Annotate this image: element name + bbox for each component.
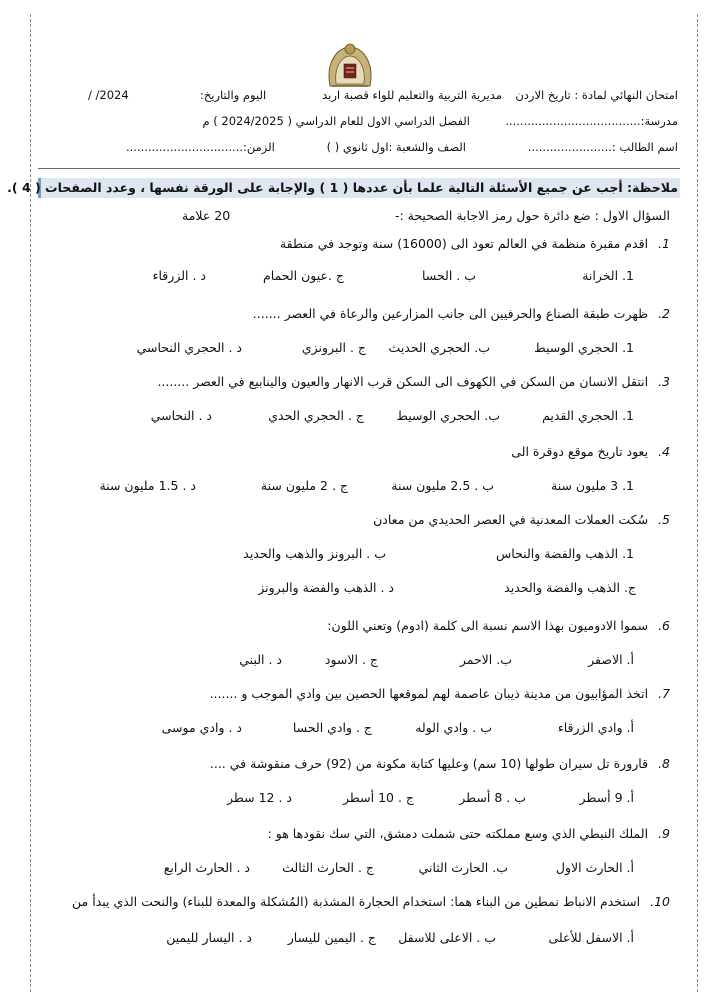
question-number: 9. [658,826,670,841]
option-a[interactable]: أ. الاصفر [588,652,634,667]
question-3 [157,374,670,389]
option-d[interactable]: د . الذهب والفضة والبرونز [258,580,394,595]
question-text: الملك النبطي الذي وسع مملكته حتى شملت دمشق، التي سك نقودها هو : [267,826,649,841]
option-c[interactable]: ج . 10 أسطر [343,790,414,805]
options-3 [0,408,720,426]
option-a[interactable]: 1. الحجري الوسيط [534,340,634,355]
options-4 [0,478,720,496]
question-number: 10. [650,894,670,909]
question-text: اتخذ المؤابيون من مدينة ذيبان عاصمة لهم لموقعها الحصين بين وادي الموجب و ....... [209,686,649,701]
directorate-name: مديرية التربية والتعليم للواء قصبة اربد [322,88,502,102]
options-1 [0,268,720,286]
school-field: مدرسة:..................................... [505,114,678,128]
question-text: انتقل الانسان من السكن في الكهوف الى السكن قرب الانهار والعيون والينابيع في العصر ........ [157,374,649,389]
option-d[interactable]: د . الحجري النحاسي [136,340,242,355]
date-value: / /2024 [88,88,129,102]
question-text: سموا الادوميون بهذا الاسم نسبة الى كلمة (ادوم) وتعني اللون: [327,618,649,633]
question-6 [327,618,670,633]
option-c[interactable]: ج . 2 مليون سنة [260,478,348,493]
options-6 [0,652,720,670]
section-marks: 20 علامة [182,208,231,223]
question-text: قارورة تل سيران طولها (10 سم) وعليها كتابة مكونة من (92) حرف منقوشة في .... [209,756,649,771]
option-b[interactable]: ب . البرونز والذهب والحديد [243,546,386,561]
options-10 [0,930,720,948]
time-field: الزمن:................................ [126,140,275,154]
question-number: 4. [658,444,670,459]
question-number: 5. [658,512,670,527]
question-10 [72,894,670,909]
question-number: 1. [658,236,670,251]
question-number: 7. [658,686,670,701]
question-5 [373,512,670,527]
option-d[interactable]: د . 1.5 مليون سنة [99,478,196,493]
option-c[interactable]: ج . الحجري الحدي [268,408,364,423]
question-7 [210,686,670,701]
option-d[interactable]: د . الزرقاء [152,268,206,283]
option-a[interactable]: 1. الذهب والفضة والنحاس [496,546,634,561]
option-b[interactable]: ب. الحجري الوسيط [396,408,500,423]
option-a[interactable]: أ. الاسفل للأعلى [548,930,634,945]
options-5a [0,546,720,564]
option-d[interactable]: د . اليسار لليمين [166,930,252,945]
question-2 [253,306,670,321]
semester-info: الفصل الدراسي الاول للعام الدراسي ( 2024/2025 ) م [202,114,470,128]
option-b[interactable]: ب . وادي الوله [415,720,492,735]
coat-of-arms-logo [322,40,378,90]
option-d[interactable]: د . البني [239,652,282,667]
exam-subject: امتحان النهائي لمادة : تاريخ الاردن [515,88,678,102]
option-d[interactable]: د . الحارث الرابع [163,860,250,875]
option-c[interactable]: ج. الذهب والفضة والحديد [504,580,636,595]
options-8 [0,790,720,808]
option-b[interactable]: ب. الاحمر [459,652,512,667]
question-8 [210,756,670,771]
options-9 [0,860,720,878]
option-a[interactable]: 1. الخرانة [582,268,634,283]
student-name-field: اسم الطالب :....................... [527,140,678,154]
option-b[interactable]: ب . 2.5 مليون سنة [391,478,494,493]
options-7 [0,720,720,738]
option-c[interactable]: ج . اليمين لليسار [287,930,376,945]
option-b[interactable]: ب . الحسا [422,268,476,283]
option-a[interactable]: أ. الحارث الاول [555,860,634,875]
option-a[interactable]: 1. الحجري القديم [542,408,634,423]
section-title: السؤال الاول : ضع دائرة حول رمز الاجابة الصحيحة :- [394,208,670,223]
question-text: اقدم مقبرة منظمة في العالم تعود الى (16000) سنة وتوجد في منطقة [279,236,649,251]
question-text: سُكت العملات المعدنية في العصر الحديدي من معادن [373,512,649,527]
question-number: 6. [658,618,670,633]
day-date-label: اليوم والتاريخ: [200,88,267,102]
exam-note: ملاحظة: أجب عن جميع الأسئلة التالية علما بأن عددها ( 1 ) والإجابة على الورقة نفسها ، وعدد الصفحات ( 4 ). [7,180,678,195]
option-b[interactable]: ب. الحجري الحديث [388,340,490,355]
options-2 [0,340,720,358]
option-c[interactable]: ج . الحارث الثالث [282,860,374,875]
option-a[interactable]: 1. 3 مليون سنة [551,478,634,493]
option-c[interactable]: ج . وادي الحسا [292,720,372,735]
option-d[interactable]: د . النحاسي [150,408,212,423]
question-text: ظهرت طبقة الصناع والحرفيين الى جانب المزارعين والرعاة في العصر ....... [252,306,649,321]
option-a[interactable]: أ. 9 أسطر [579,790,634,805]
question-number: 8. [658,756,670,771]
option-c[interactable]: ج . البرونزي [301,340,366,355]
question-number: 2. [658,306,670,321]
option-b[interactable]: ب . 8 أسطر [459,790,526,805]
options-5b [0,580,720,598]
question-1 [280,236,670,251]
question-4 [511,444,670,459]
option-d[interactable]: د . وادي موسى [161,720,242,735]
question-9 [268,826,670,841]
page-frame [30,14,698,992]
question-number: 3. [658,374,670,389]
option-a[interactable]: أ. وادي الزرقاء [557,720,634,735]
question-text: استخدم الانباط نمطين من البناء هما: استخدام الحجارة المشذبة (المُشكلة والمعدة للبناء) والنحت الذي يبدأ من [72,894,641,909]
option-b[interactable]: ب . الاعلى للاسفل [398,930,496,945]
option-c[interactable]: ج .عيون الحمام [263,268,344,283]
class-section-field: الصف والشعبة :اول ثانوي ( ) [326,140,466,154]
question-text: يعود تاريخ موقع دوقرة الى [511,444,649,459]
option-c[interactable]: ج . الاسود [324,652,378,667]
option-b[interactable]: ب. الحارث الثاني [418,860,508,875]
header-divider [38,168,680,169]
option-d[interactable]: د . 12 سطر [226,790,292,805]
